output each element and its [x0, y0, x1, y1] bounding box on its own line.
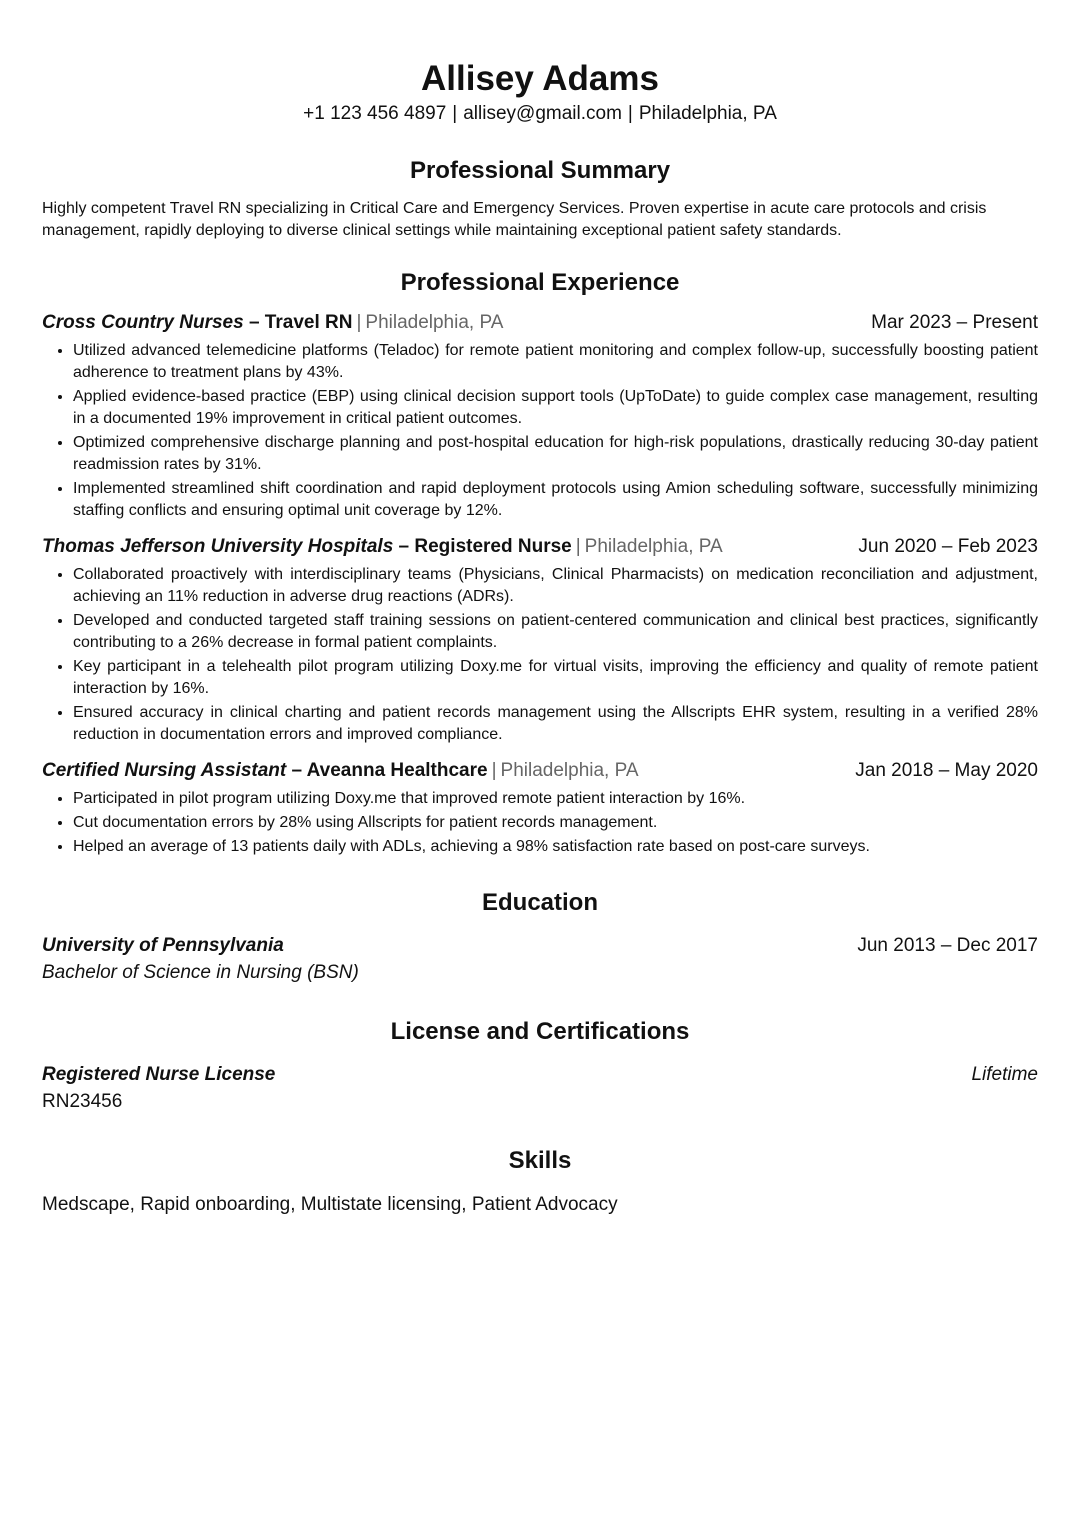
- job-bullet: • Utilized advanced telemedicine platforms (Teladoc) for remote patient monitoring and complex follow-up, successfully boosting patient adherence to treatment plans by 43%.: [73, 340, 1038, 384]
- job-location: Philadelphia, PA: [365, 312, 504, 333]
- job-bullet: • Ensured accuracy in clinical charting and patient records management using the Allscripts EHR system, resulting in a verified 28% reduction in documentation errors and improved compliance.: [73, 702, 1038, 746]
- education-dates: Jun 2013 – Dec 2017: [857, 935, 1038, 956]
- job-role: – Travel RN: [243, 312, 353, 333]
- job-bullet: • Applied evidence-based practice (EBP) using clinical decision support tools (UpToDate) to guide complex case management, resulting in a documented 19% improvement in critical patient outcomes.: [73, 386, 1038, 430]
- license-validity: Lifetime: [971, 1064, 1038, 1085]
- degree: Bachelor of Science in Nursing (BSN): [42, 962, 359, 983]
- job-header: [42, 758, 1038, 784]
- job-role: – Aveanna Healthcare: [286, 760, 488, 781]
- experience-heading: Professional Experience: [400, 269, 680, 296]
- job-dates: Mar 2023 – Present: [871, 312, 1038, 333]
- job-header: [42, 534, 1038, 560]
- summary-heading: Professional Summary: [409, 157, 671, 184]
- job-organization: Certified Nursing Assistant: [42, 760, 287, 781]
- job-entry: [42, 758, 1038, 858]
- job-bullet: • Implemented streamlined shift coordination and rapid deployment protocols using Amion scheduling software, successfully minimizing staffing conflicts and ensuring optimal unit coverage by 12%.: [73, 478, 1038, 522]
- job-bullet: • Optimized comprehensive discharge planning and post-hospital education for high-risk populations, drastically reducing 30-day patient readmission rates by 31%.: [73, 432, 1038, 476]
- job-separator: |: [575, 536, 581, 557]
- license-name: Registered Nurse License: [42, 1064, 276, 1085]
- contact-line: [42, 101, 1038, 127]
- job-separator: |: [491, 760, 497, 781]
- job-bullet: • Helped an average of 13 patients daily with ADLs, achieving a 98% satisfaction rate based on post-care surveys.: [73, 836, 1038, 858]
- email: allisey@gmail.com: [463, 103, 622, 124]
- licenses-heading: License and Certifications: [390, 1018, 690, 1045]
- job-bullets: [42, 788, 1038, 858]
- license-entry: [42, 1062, 1038, 1116]
- job-dates: Jun 2020 – Feb 2023: [858, 536, 1038, 557]
- job-dates: Jan 2018 – May 2020: [855, 760, 1038, 781]
- job-separator: |: [356, 312, 362, 333]
- skills-heading: Skills: [508, 1147, 572, 1174]
- job-bullet: • Participated in pilot program utilizing Doxy.me that improved remote patient interaction by 16%.: [73, 788, 1038, 810]
- location: Philadelphia, PA: [638, 103, 777, 124]
- contact-separator: |: [627, 103, 633, 124]
- job-entry: [42, 534, 1038, 746]
- job-bullet: • Developed and conducted targeted staff training sessions on patient-centered communication and clinical best practices, significantly contributing to a 26% decrease in formal patient complaints.: [73, 610, 1038, 654]
- school-name: University of Pennsylvania: [42, 935, 284, 956]
- license-number: RN23456: [42, 1091, 123, 1112]
- phone: +1 123 456 4897: [303, 103, 447, 124]
- job-organization: Thomas Jefferson University Hospitals: [42, 536, 394, 557]
- job-entry: [42, 310, 1038, 522]
- job-bullet: • Cut documentation errors by 28% using Allscripts for patient records management.: [73, 812, 1038, 834]
- job-role: – Registered Nurse: [393, 536, 572, 557]
- contact-separator: |: [452, 103, 458, 124]
- job-header: [42, 310, 1038, 336]
- job-location: Philadelphia, PA: [500, 760, 639, 781]
- job-organization: Cross Country Nurses: [42, 312, 244, 333]
- education-entry: [42, 933, 1038, 987]
- summary-text: Highly competent Travel RN specializing in Critical Care and Emergency Services. Proven expertise in acute care protocols and crisis management, rapidly deploying to diverse clinical settings while maintaining exceptional patient safety standards.: [42, 200, 987, 239]
- job-bullets: [42, 340, 1038, 522]
- education-heading: Education: [481, 889, 598, 916]
- job-location: Philadelphia, PA: [584, 536, 723, 557]
- job-bullets: [42, 564, 1038, 746]
- job-bullet: • Collaborated proactively with interdisciplinary teams (Physicians, Clinical Pharmacists) on medication reconciliation and adjustment, achieving an 11% reduction in adverse drug reactions (ADRs).: [73, 564, 1038, 608]
- candidate-name: Allisey Adams: [421, 59, 659, 98]
- job-bullet: • Key participant in a telehealth pilot program utilizing Doxy.me for virtual visits, improving the efficiency and quality of remote patient interaction by 16%.: [73, 656, 1038, 700]
- skills-list: Medscape, Rapid onboarding, Multistate licensing, Patient Advocacy: [42, 1194, 618, 1215]
